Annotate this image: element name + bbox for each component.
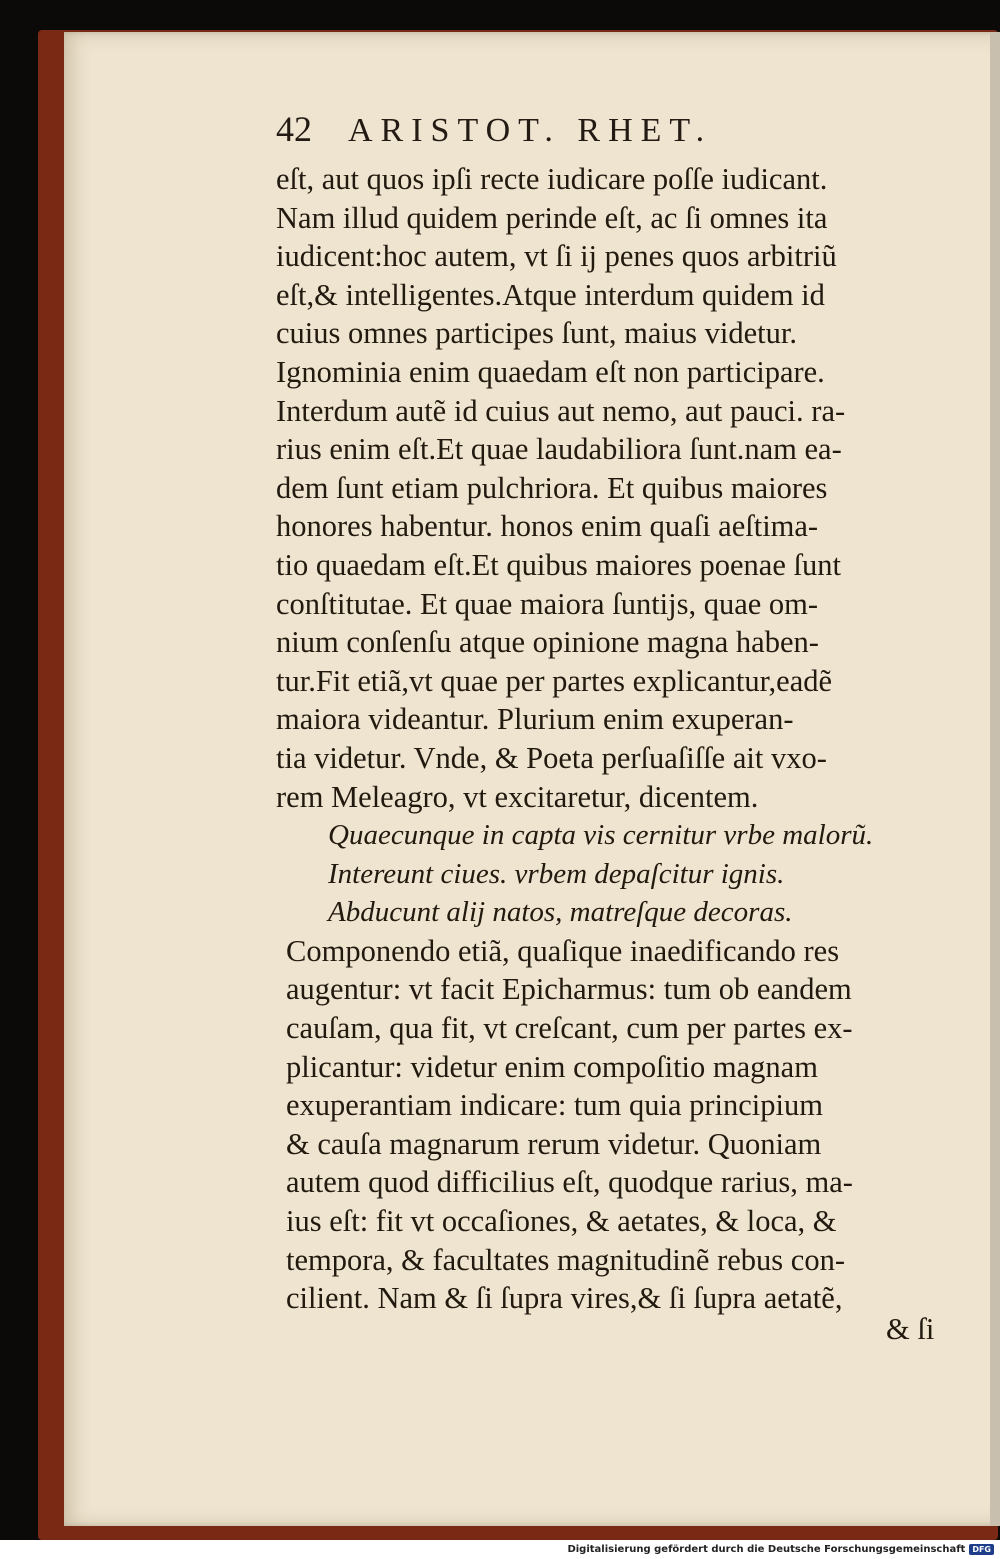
page-edge <box>990 32 1000 1526</box>
text-line: augentur: vt facit Epicharmus: tum ob eandem <box>286 972 852 1007</box>
text-line: tio quaedam eſt.Et quibus maiores poenae ſunt <box>276 547 841 582</box>
text-line: Componendo etiã, quaſique inaedificando res <box>286 933 840 968</box>
page-number: 42 <box>276 109 312 149</box>
text-line: tia videtur. Vnde, & Poeta perſuaſiſſe ait vxo- <box>276 740 827 775</box>
text-line: maiora videantur. Plurium enim exuperan- <box>276 702 794 737</box>
verse-line: Quaecunque in capta vis cernitur vrbe malorũ. <box>328 819 874 852</box>
text-line: Nam illud quidem perinde eſt, ac ſi omnes ita <box>276 200 828 235</box>
text-line: rem Meleagro, vt excitaretur, dicentem. <box>276 779 759 814</box>
text-line: cuius omnes participes ſunt, maius videtur. <box>276 316 797 351</box>
text-line: iudicent:hoc autem, vt ſi ij penes quos arbitriũ <box>276 239 837 274</box>
text-line: honores habentur. honos enim quaſi aeſtima- <box>276 509 819 544</box>
text-line: rius enim eſt.Et quae laudabiliora ſunt.nam ea- <box>276 432 842 467</box>
verse-line: Abducunt alij natos, matreſque decoras. <box>328 896 793 929</box>
body-text <box>276 160 946 1318</box>
text-line: cilient. Nam & ſi ſupra vires,& ſi ſupra aetatẽ, <box>286 1281 843 1316</box>
page-header <box>276 108 836 156</box>
text-line: conſtitutae. Et quae maiora ſuntijs, quae om- <box>276 586 819 621</box>
text-line: Ignominia enim quaedam eſt non participare. <box>276 354 825 389</box>
dfg-logo: DFG <box>969 1544 994 1555</box>
text-line: dem ſunt etiam pulchriora. Et quibus maiores <box>276 470 828 505</box>
text-line: & cauſa magnarum rerum videtur. Quoniam <box>286 1126 822 1161</box>
text-line: ius eſt: fit vt occaſiones, & aetates, & loca, & <box>286 1204 837 1239</box>
footer-credit-bar <box>0 1540 1000 1559</box>
text-line: plicantur: videtur enim compoſitio magnam <box>286 1049 818 1084</box>
text-line: eſt, aut quos ipſi recte iudicare poſſe iudicant. <box>276 162 828 196</box>
running-head: ARISTOT. RHET. <box>348 112 713 149</box>
text-line: nium conſenſu atque opinione magna haben- <box>276 625 819 660</box>
text-line: eſt,& intelligentes.Atque interdum quidem id <box>276 277 825 312</box>
text-line: tempora, & facultates magnitudinẽ rebus con- <box>286 1242 845 1277</box>
text-line: cauſam, qua fit, vt creſcant, cum per partes ex- <box>286 1011 853 1046</box>
footer-credit: Digitalisierung gefördert durch die Deutsche Forschungsgemeinschaft <box>567 1544 966 1555</box>
text-line: Interdum autẽ id cuius aut nemo, aut pauci. ra- <box>276 393 846 428</box>
text-line: autem quod difficilius eſt, quodque rarius, ma- <box>286 1165 853 1200</box>
text-line: exuperantiam indicare: tum quia principium <box>286 1088 823 1123</box>
text-line: tur.Fit etiã,vt quae per partes explicantur,eadẽ <box>276 663 833 698</box>
verse-line: Intereunt ciues. vrbem depaſcitur ignis. <box>328 857 785 890</box>
catchword: & ſi <box>886 1312 935 1346</box>
